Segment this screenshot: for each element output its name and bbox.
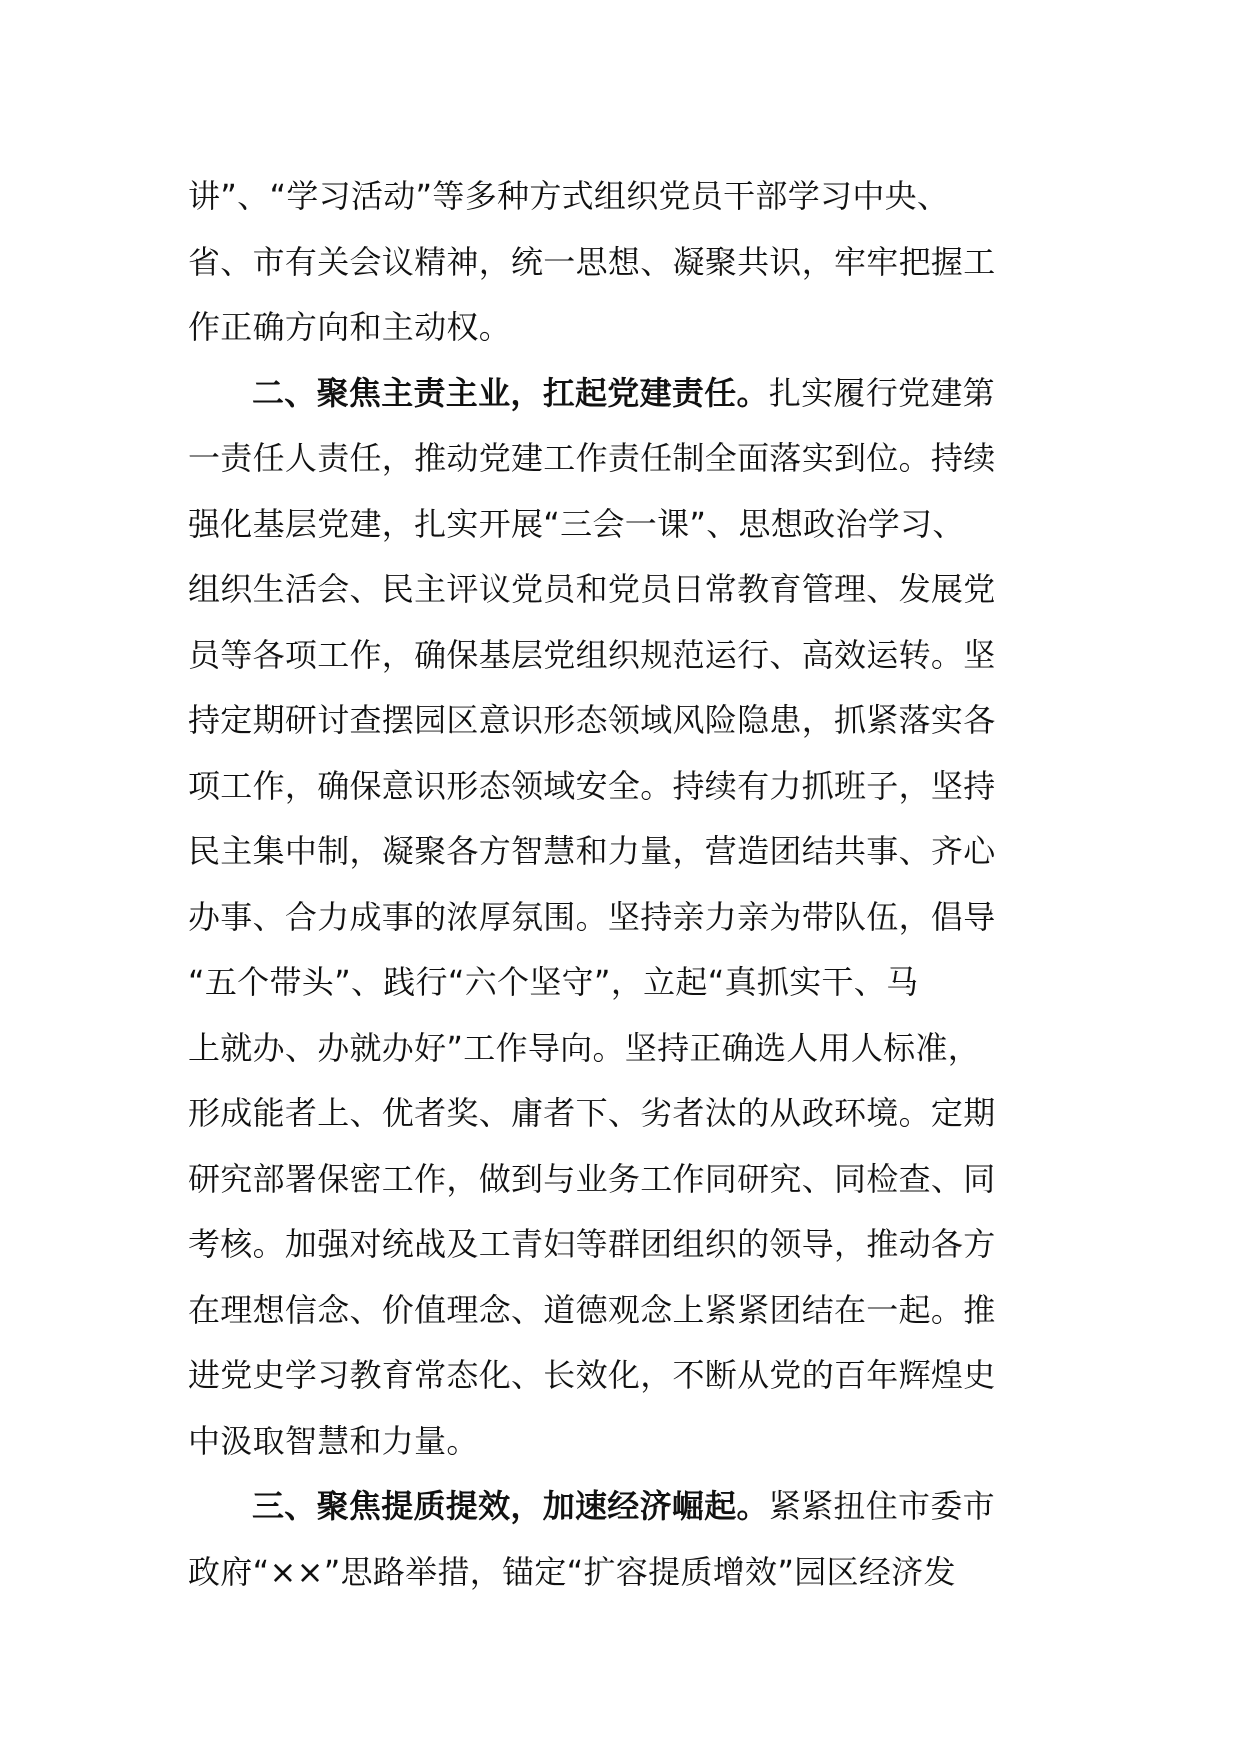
- section-three-heading: 三、聚焦提质提效，加速经济崛起。: [252, 1487, 769, 1525]
- text-line: 进党史学习教育常态化、长效化，不断从党的百年辉煌史: [188, 1356, 996, 1394]
- text-line: “五个带头”、践行“六个坚守”，立起“真抓实干、马: [188, 963, 919, 1001]
- text-line: 强化基层党建，扎实开展“三会一课”、思想政治学习、: [188, 504, 965, 543]
- text-line: 一责任人责任，推动党建工作责任制全面落实到位。持续: [188, 439, 996, 477]
- text-line: 上就办、办就办好”工作导向。坚持正确选人用人标准，: [188, 1028, 981, 1067]
- text-line: 持定期研讨查摆园区意识形态领域风险隐患，抓紧落实各: [188, 701, 996, 739]
- text-line: 省、市有关会议精神，统一思想、凝聚共识，牢牢把握工: [188, 242, 996, 281]
- text-line: 作正确方向和主动权。: [188, 308, 512, 346]
- text-line: 办事、合力成事的浓厚氛围。坚持亲力亲为带队伍，倡导: [188, 897, 996, 936]
- text-line: 在理想信念、价值理念、道德观念上紧紧团结在一起。推: [188, 1290, 996, 1329]
- text-line: 考核。加强对统战及工青妇等群团组织的领导，推动各方: [188, 1225, 996, 1263]
- text-run: 紧紧扭住市委市: [768, 1487, 995, 1525]
- text-line: 形成能者上、优者奖、庸者下、劣者汰的从政环境。定期: [188, 1094, 996, 1132]
- text-line: 项工作，确保意识形态领域安全。持续有力抓班子，坚持: [188, 766, 996, 805]
- text-line: 组织生活会、民主评议党员和党员日常教育管理、发展党: [188, 570, 996, 608]
- section-two-heading: 二、聚焦主责主业，扛起党建责任。: [252, 373, 769, 412]
- text-line: 民主集中制，凝聚各方智慧和力量，营造团结共事、齐心: [188, 832, 996, 870]
- text-line: 研究部署保密工作，做到与业务工作同研究、同检查、同: [188, 1159, 996, 1198]
- text-line: 政府“××”思路举措，锚定“扩容提质增效”园区经济发: [188, 1552, 956, 1591]
- section-three-first-line: [188, 1474, 1052, 1540]
- text-run: 扎实履行党建第: [768, 373, 995, 412]
- text-line: 员等各项工作，确保基层党组织规范运行、高效运转。坚: [188, 635, 996, 674]
- text-line: 中汲取智慧和力量。: [188, 1421, 479, 1460]
- section-two-first-line: [188, 361, 1052, 427]
- body-text: [188, 164, 1052, 1605]
- text-line: 讲”、“学习活动”等多种方式组织党员干部学习中央、: [188, 177, 950, 215]
